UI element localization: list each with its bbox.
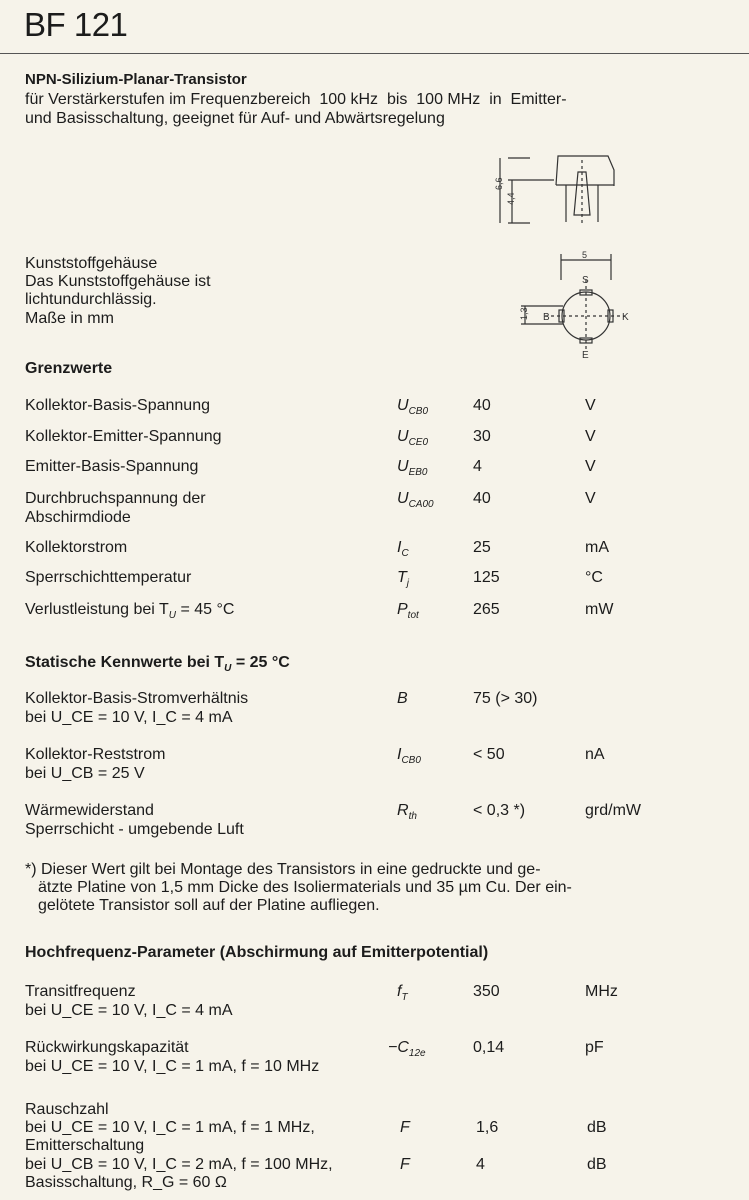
dim-width: 5 <box>582 250 588 260</box>
row-value: 40 <box>473 490 491 507</box>
package-side-view <box>490 150 620 230</box>
noise-cond-1: bei U_CE = 10 V, I_C = 1 mA, f = 1 MHz, <box>25 1119 315 1136</box>
row-label: Emitter-Basis-Spannung <box>25 458 199 475</box>
row-symbol: $P_{tot}$ <box>397 601 419 622</box>
footnote-line-2: ätzte Platine von 1,5 mm Dicke des Isoliermaterials und 35 µm Cu. Der ein- <box>38 879 572 896</box>
dim-height-body: 4,4 <box>506 192 516 205</box>
row-value: 25 <box>473 539 491 556</box>
pin-label-b: B <box>543 312 550 323</box>
row-symbol: $-C_{12e}$ <box>388 1039 426 1060</box>
row-unit: pF <box>585 1039 604 1056</box>
row-value: 40 <box>473 397 491 414</box>
noise-cond-2: bei U_CB = 10 V, I_C = 2 mA, f = 100 MHz, <box>25 1156 333 1173</box>
row-condition: bei U_CE = 10 V, I_C = 4 mA <box>25 1002 233 1019</box>
row-value: 265 <box>473 601 500 618</box>
limits-row <box>0 601 749 641</box>
pin-label-s: S <box>582 275 589 286</box>
package-line-3: lichtundurchlässig. <box>25 291 157 308</box>
row-value: 0,14 <box>473 1039 505 1056</box>
title-rule <box>0 53 749 54</box>
row-label-cont: Abschirmdiode <box>25 509 131 526</box>
row-value: 30 <box>473 428 491 445</box>
hf-row <box>0 983 749 1023</box>
limits-heading: Grenzwerte <box>25 360 113 377</box>
row-symbol: B <box>397 690 408 707</box>
row-symbol: $I_C$ <box>397 539 409 560</box>
intro-line-2: und Basisschaltung, geeignet für Auf- und Abwärtsregelung <box>25 110 445 127</box>
package-top-view <box>515 250 640 360</box>
intro-line-1: für Verstärkerstufen im Frequenzbereich 100 kHz bis 100 MHz in Emitter- <box>25 91 567 108</box>
row-symbol: $U_{EB0}$ <box>397 458 428 479</box>
row-unit: nA <box>585 746 605 763</box>
row-condition: bei U_CE = 10 V, I_C = 4 mA <box>25 709 233 726</box>
row-symbol: $f_T$ <box>397 983 408 1004</box>
dim-pad: 1,3 <box>519 307 529 320</box>
noise-symbol-1: F <box>400 1119 410 1136</box>
row-unit: V <box>585 490 596 507</box>
row-unit: V <box>585 458 596 475</box>
intro-heading: NPN-Silizium-Planar-Transistor <box>25 71 247 88</box>
row-condition: Sperrschicht - umgebende Luft <box>25 821 244 838</box>
row-value: 75 (> 30) <box>473 690 538 707</box>
row-label: Kollektor-Emitter-Spannung <box>25 428 222 445</box>
noise-cond-2b: Basisschaltung, R_G = 60 Ω <box>25 1174 227 1191</box>
noise-value-2: 4 <box>476 1156 485 1173</box>
row-value: 4 <box>473 458 482 475</box>
page-title: BF 121 <box>24 6 128 43</box>
hf-heading: Hochfrequenz-Parameter (Abschirmung auf Emitterpotential) <box>25 944 489 961</box>
row-condition: bei U_CE = 10 V, I_C = 1 mA, f = 10 MHz <box>25 1058 320 1075</box>
dim-height-total: 6,6 <box>494 177 504 190</box>
row-unit: mA <box>585 539 609 556</box>
static-row <box>0 802 749 842</box>
row-unit: mW <box>585 601 614 618</box>
row-label: Kollektorstrom <box>25 539 128 556</box>
noise-unit-2: dB <box>587 1156 607 1173</box>
row-value: < 50 <box>473 746 505 763</box>
row-symbol: $T_j$ <box>397 569 410 590</box>
pin-label-k: K <box>622 312 629 323</box>
static-row <box>0 746 749 786</box>
row-label: Kollektor-Basis-Spannung <box>25 397 210 414</box>
noise-cond-1b: Emitterschaltung <box>25 1137 145 1154</box>
row-unit: V <box>585 397 596 414</box>
row-label: Sperrschichttemperatur <box>25 569 192 586</box>
noise-label: Rauschzahl <box>25 1101 109 1118</box>
row-value: 350 <box>473 983 500 1000</box>
limits-row <box>0 490 749 530</box>
row-unit: °C <box>585 569 603 586</box>
row-unit: V <box>585 428 596 445</box>
row-label: Verlustleistung bei $T_U = 45$ °C <box>25 601 235 622</box>
noise-symbol-2: F <box>400 1156 410 1173</box>
row-value: < 0,3 *) <box>473 802 526 819</box>
row-label: Wärmewiderstand <box>25 802 154 819</box>
hf-row <box>0 1039 749 1079</box>
row-unit: MHz <box>585 983 618 1000</box>
row-label: Kollektor-Basis-Stromverhältnis <box>25 690 249 707</box>
row-label: Kollektor-Reststrom <box>25 746 166 763</box>
static-row <box>0 690 749 730</box>
noise-value-1: 1,6 <box>476 1119 499 1136</box>
row-label: Rückwirkungskapazität <box>25 1039 189 1056</box>
footnote-line-3: gelötete Transistor soll auf der Platine aufliegen. <box>38 897 380 914</box>
noise-unit-1: dB <box>587 1119 607 1136</box>
row-symbol: $I_{CB0}$ <box>397 746 421 767</box>
row-symbol: $U_{CB0}$ <box>397 397 429 418</box>
row-symbol: $R_{th}$ <box>397 802 417 823</box>
package-line-4: Maße in mm <box>25 310 114 327</box>
static-heading: Statische Kennwerte bei $T_U = 25$ °C <box>25 654 290 675</box>
package-line-1: Kunststoffgehäuse <box>25 255 158 272</box>
row-condition: bei U_CB = 25 V <box>25 765 145 782</box>
row-symbol: $U_{CE0}$ <box>397 428 429 449</box>
row-unit: grd/mW <box>585 802 641 819</box>
row-value: 125 <box>473 569 500 586</box>
row-label: Transitfrequenz <box>25 983 136 1000</box>
row-symbol: $U_{CA00}$ <box>397 490 434 511</box>
row-label: Durchbruchspannung der <box>25 490 206 507</box>
pin-label-e: E <box>582 350 589 360</box>
package-line-2: Das Kunststoffgehäuse ist <box>25 273 211 290</box>
footnote-line-1: *) Dieser Wert gilt bei Montage des Transistors in eine gedruckte und ge- <box>25 861 541 878</box>
